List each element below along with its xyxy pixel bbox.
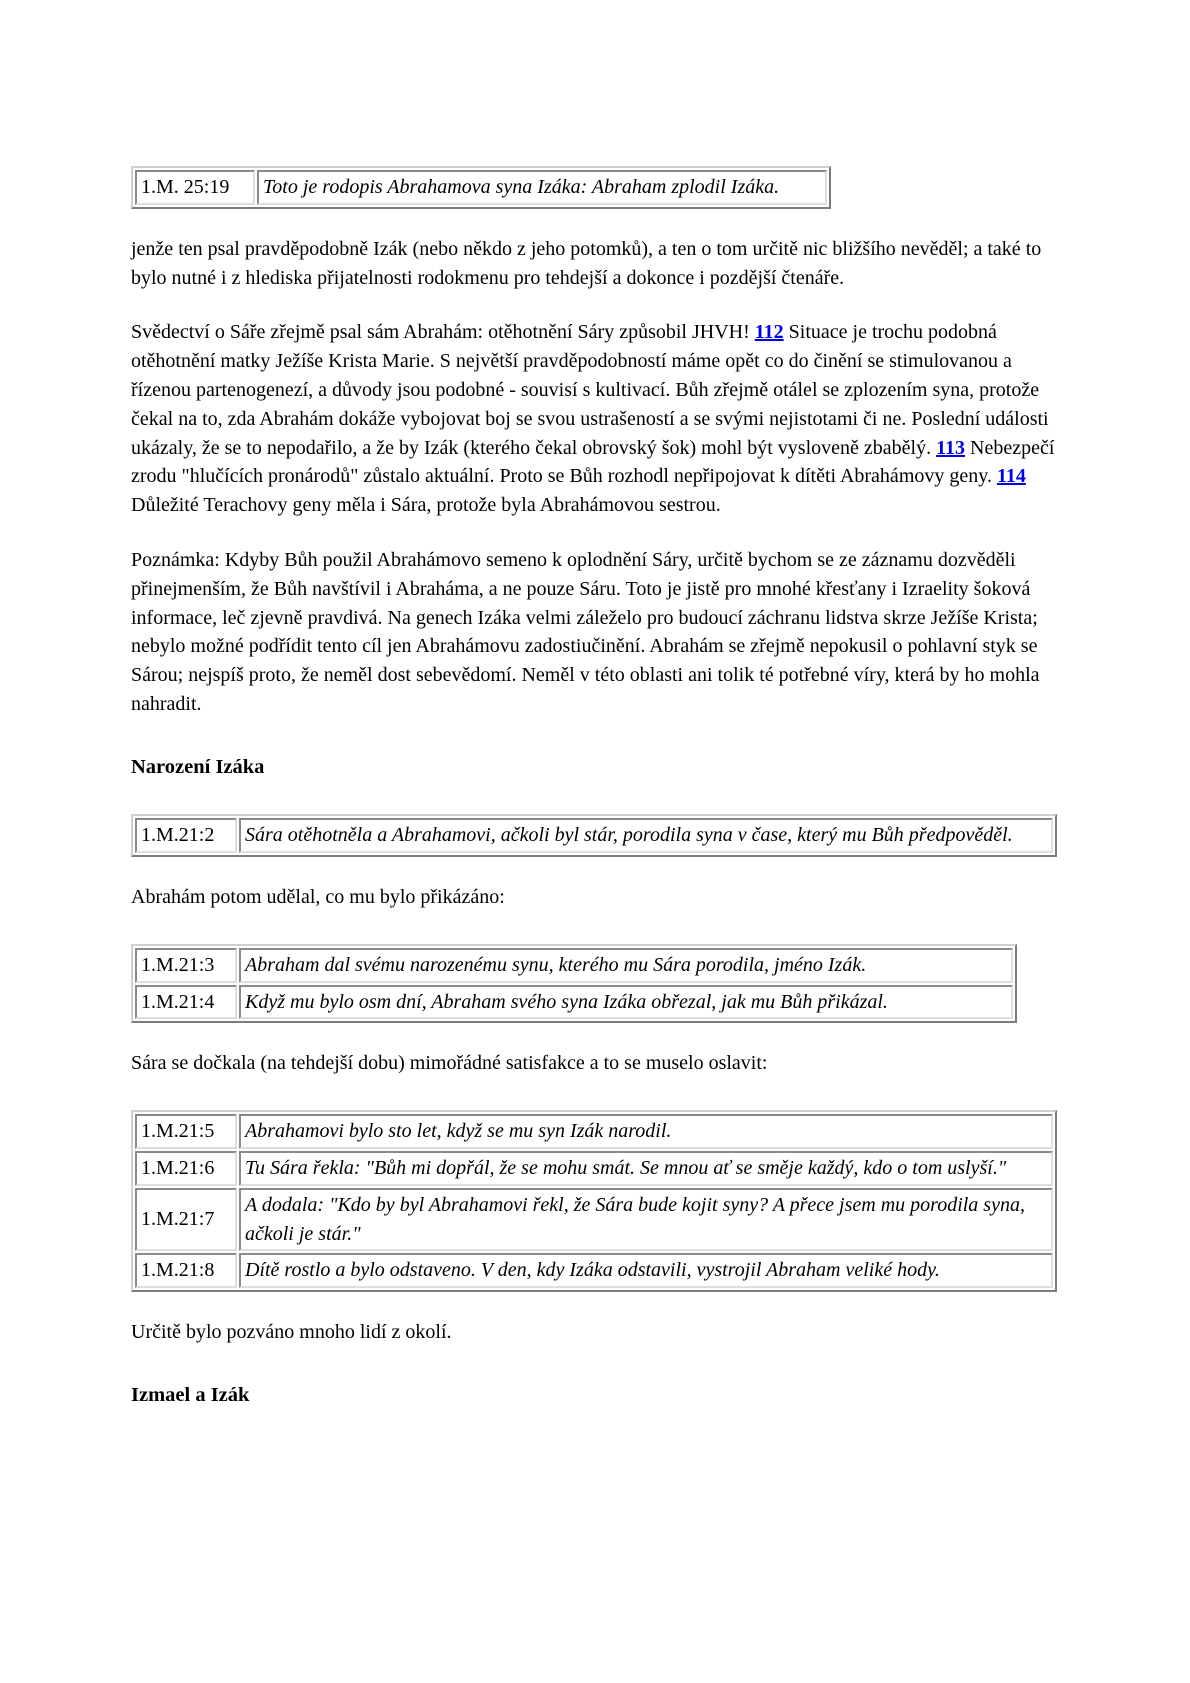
- verse-reference: 1.M.21:3: [135, 948, 237, 983]
- verse-reference: 1.M. 25:19: [135, 170, 255, 205]
- paragraph-text: Nebezpečí zrodu "hlučících pronárodů" zůstalo aktuální. Proto se Bůh rozhodl nepřipojovat k dítěti Abrahámovy geny.: [131, 436, 1055, 488]
- verse-quote: Sára otěhotněla a Abrahamovi, ačkoli byl stár, porodila syna v čase, který mu Bůh předpověděl.: [239, 818, 1053, 853]
- footnote-link-113[interactable]: 113: [936, 436, 965, 459]
- verse-row: [135, 170, 827, 205]
- verse-quote: Když mu bylo osm dní, Abraham svého syna Izáka obřezal, jak mu Bůh přikázal.: [239, 985, 1013, 1020]
- verse-row: [135, 818, 1053, 853]
- verse-reference: 1.M.21:6: [135, 1151, 237, 1186]
- verse-reference: 1.M.21:5: [135, 1114, 237, 1149]
- paragraph-intro: jenže ten psal pravděpodobně Izák (nebo někdo z jeho potomků), a ten o tom určitě nic bližšího nevěděl; a také to bylo nutné i z hlediska přijatelnosti rodokmenu pro tehdejší a dokonce i pozdější čtenáře.: [131, 237, 1042, 289]
- footnote-link-114[interactable]: 114: [996, 465, 1026, 488]
- verse-quote: Dítě rostlo a bylo odstaveno. V den, kdy Izáka odstavili, vystrojil Abraham veliké hody.: [239, 1253, 1053, 1288]
- verse-quote: Abrahamovi bylo sto let, když se mu syn Izák narodil.: [239, 1114, 1053, 1149]
- paragraph-text: Důležité Terachovy geny měla i Sára, protože byla Abrahámovou sestrou.: [131, 494, 721, 517]
- paragraph-text: Situace je trochu podobná otěhotnění matky Ježíše Krista Marie. S největší pravděpodobností máme opět co do činění se stimulovanou a řízenou partenogenezí, a důvody jsou podobné - souvisí s kultivací. Bůh zřejmě otálel se zplozením syna, protože čekal na to, zda Abrahám dokáže vybojovat boj se svou ustrašeností a se svými nejistotami či ne. Poslední události ukázaly, že se to nepodařilo, a že by Izák (kterého čekal obrovský šok) mohl být vysloveně zbabělý.: [131, 321, 1049, 459]
- paragraph-note: Poznámka: Kdyby Bůh použil Abrahámovo semeno k oplodnění Sáry, určitě bychom se ze záznamu dozvěděli přinejmenším, že Bůh navštívil i Abraháma, a ne pouze Sáru. Toto je jistě pro mnohé křesťany i Izraelity šoková informace, leč zjevně pravdivá. Na genech Izáka velmi záleželo pro budoucí záchranu lidstva skrze Ježíše Krista; nebylo možné podřídit tento cíl jen Abrahámovu zadostiučinění. Abrahám se zřejmě nepokusil o pohlavní styk se Sárou; nejspíš proto, že neměl dost sebevědomí. Neměl v této oblasti ani tolik té potřebné víry, která by ho mohla nahradit.: [131, 548, 1040, 715]
- verse-quote: Toto je rodopis Abrahamova syna Izáka: Abraham zplodil Izáka.: [257, 170, 827, 205]
- section-heading-ishmael-and-isaac: Izmael a Izák: [131, 1384, 250, 1407]
- verse-quote: Abraham dal svému narozenému synu, kterého mu Sára porodila, jméno Izák.: [239, 948, 1013, 983]
- verse-table-gen-21-5-8: [131, 1110, 1057, 1292]
- paragraph-guests: Určitě bylo pozváno mnoho lidí z okolí.: [131, 1321, 452, 1344]
- verse-table-gen-21-3-4: [131, 944, 1017, 1024]
- verse-reference: 1.M.21:8: [135, 1253, 237, 1288]
- verse-quote: A dodala: "Kdo by byl Abrahamovi řekl, že Sára bude kojit syny? A přece jsem mu porodila syna, ačkoli je stár.": [239, 1188, 1053, 1252]
- paragraph-testimony: [131, 318, 1062, 520]
- paragraph-celebration-intro: Sára se dočkala (na tehdejší dobu) mimořádné satisfakce a to se muselo oslavit:: [131, 1052, 768, 1075]
- verse-reference: 1.M.21:7: [135, 1188, 237, 1252]
- verse-reference: 1.M.21:4: [135, 985, 237, 1020]
- document-content: [131, 166, 1062, 1411]
- footnote-link-112[interactable]: 112: [754, 321, 784, 344]
- paragraph-command-intro: Abrahám potom udělal, co mu bylo přikázáno:: [131, 886, 505, 909]
- verse-table-gen-21-2: [131, 814, 1057, 857]
- verse-row: [135, 1114, 1053, 1149]
- verse-table-gen-25-19: [131, 166, 831, 209]
- verse-row: [135, 1253, 1053, 1288]
- verse-quote: Tu Sára řekla: "Bůh mi dopřál, že se mohu smát. Se mnou ať se směje každý, kdo o tom uslyší.": [239, 1151, 1053, 1186]
- verse-reference: 1.M.21:2: [135, 818, 237, 853]
- verse-row: [135, 948, 1013, 983]
- verse-row: [135, 985, 1013, 1020]
- paragraph-text: Svědectví o Sáře zřejmě psal sám Abrahám: otěhotnění Sáry způsobil JHVH!: [131, 321, 755, 344]
- section-heading-birth-of-isaac: Narození Izáka: [131, 755, 265, 778]
- verse-row: [135, 1188, 1053, 1252]
- verse-row: [135, 1151, 1053, 1186]
